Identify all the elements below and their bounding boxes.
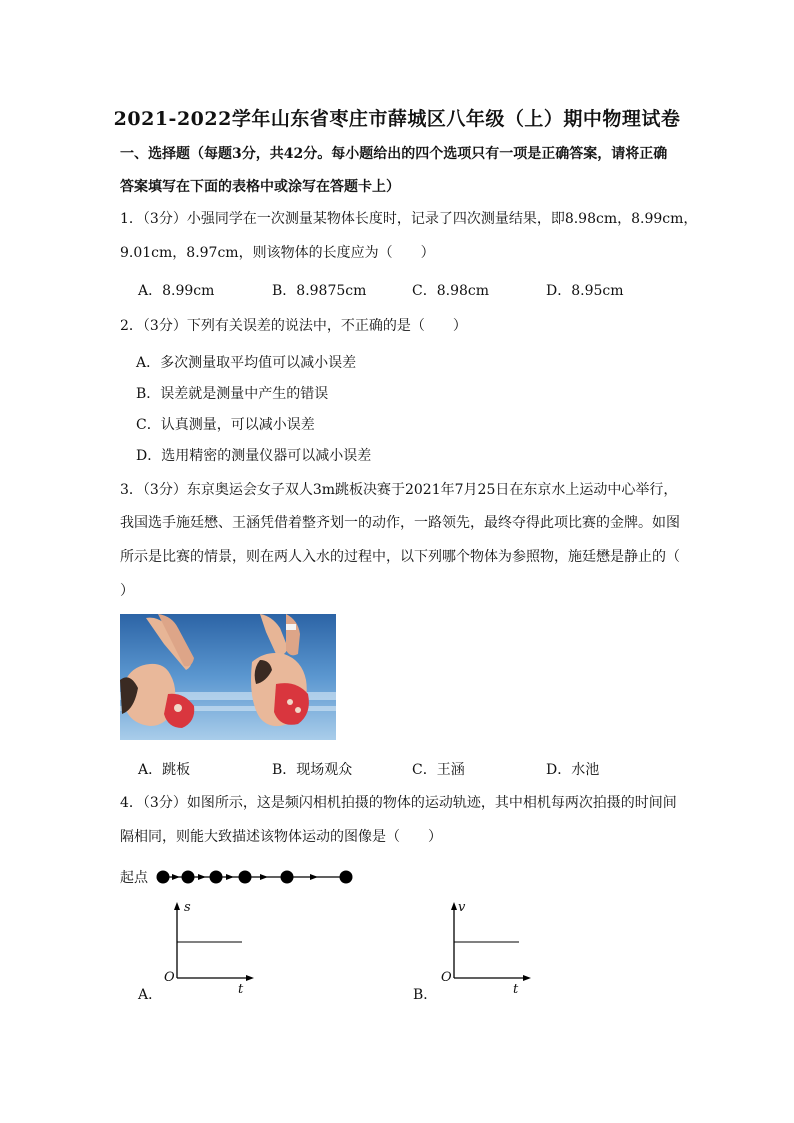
graph-b-x-label: t — [513, 982, 519, 997]
diving-photo-illustration — [120, 614, 336, 740]
graph-a — [130, 896, 260, 1006]
graph-b-y-label: v — [458, 900, 466, 915]
graph-a-option-label: A． — [138, 987, 163, 1003]
track-dot — [182, 871, 195, 884]
diving-photo — [120, 614, 336, 740]
q1-stem-line-1: 1．（3分）小强同学在一次测量某物体长度时，记录了四次测量结果，即8.98cm，8.99cm， — [120, 211, 698, 227]
track-dot — [210, 871, 223, 884]
q3-option-d: D．水池 — [546, 762, 600, 778]
q3-stem-line-3: 所示是比赛的情景，则在两人入水的过程中，以下列哪个物体为参照物，施廷懋是静止的（ — [120, 549, 680, 565]
track-dot — [157, 871, 170, 884]
q1-option-a: A．8.99cm — [138, 283, 215, 299]
graph-b — [407, 896, 537, 1006]
q2-option-c: C．认真测量，可以减小误差 — [136, 417, 315, 433]
q3-option-a: A．跳板 — [138, 762, 191, 778]
q3-stem-line-4: ） — [120, 583, 134, 599]
motion-track — [150, 862, 360, 890]
start-label: 起点 — [120, 870, 148, 886]
track-dot — [239, 871, 252, 884]
motion-track-drawing — [150, 862, 360, 890]
page-title: 2021-2022学年山东省枣庄市薛城区八年级（上）期中物理试卷 — [113, 108, 681, 130]
q2-stem: 2．（3分）下列有关误差的说法中，不正确的是（ ） — [120, 318, 467, 334]
graph-b-option-label: B． — [413, 987, 438, 1003]
graph-a-x-label: t — [238, 982, 244, 997]
section-heading-line-1: 一、选择题（每题3分，共42分。每小题给出的四个选项只有一项是正确答案，请将正确 — [120, 146, 668, 162]
track-dot — [340, 871, 353, 884]
q1-option-c: C．8.98cm — [412, 283, 489, 299]
section-heading-line-2: 答案填写在下面的表格中或涂写在答题卡上） — [120, 179, 400, 195]
q1-option-b: B．8.9875cm — [272, 283, 367, 299]
q3-stem-line-1: 3．（3分）东京奥运会女子双人3m跳板决赛于2021年7月25日在东京水上运动中心举行， — [120, 482, 678, 498]
q1-stem-line-2: 9.01cm，8.97cm，则该物体的长度应为（ ） — [120, 245, 435, 261]
q2-option-d: D．选用精密的测量仪器可以减小误差 — [136, 448, 372, 464]
q1-option-d: D．8.95cm — [546, 283, 624, 299]
q2-option-a: A．多次测量取平均值可以减小误差 — [136, 355, 357, 371]
q3-stem-line-2: 我国选手施廷懋、王涵凭借着整齐划一的动作，一路领先，最终夺得此项比赛的金牌。如图 — [120, 515, 680, 531]
q4-stem-line-2: 隔相同，则能大致描述该物体运动的图像是（ ） — [120, 829, 442, 845]
graph-a-y-label: s — [184, 900, 191, 915]
graph-b-origin: O — [441, 970, 452, 985]
graph-a-origin: O — [164, 970, 175, 985]
q3-option-c: C．王涵 — [412, 762, 465, 778]
track-dot — [281, 871, 294, 884]
q4-stem-line-1: 4．（3分）如图所示，这是频闪相机拍摄的物体的运动轨迹，其中相机每两次拍摄的时间间 — [120, 795, 677, 811]
q2-option-b: B．误差就是测量中产生的错误 — [136, 386, 329, 402]
q3-option-b: B．现场观众 — [272, 762, 353, 778]
